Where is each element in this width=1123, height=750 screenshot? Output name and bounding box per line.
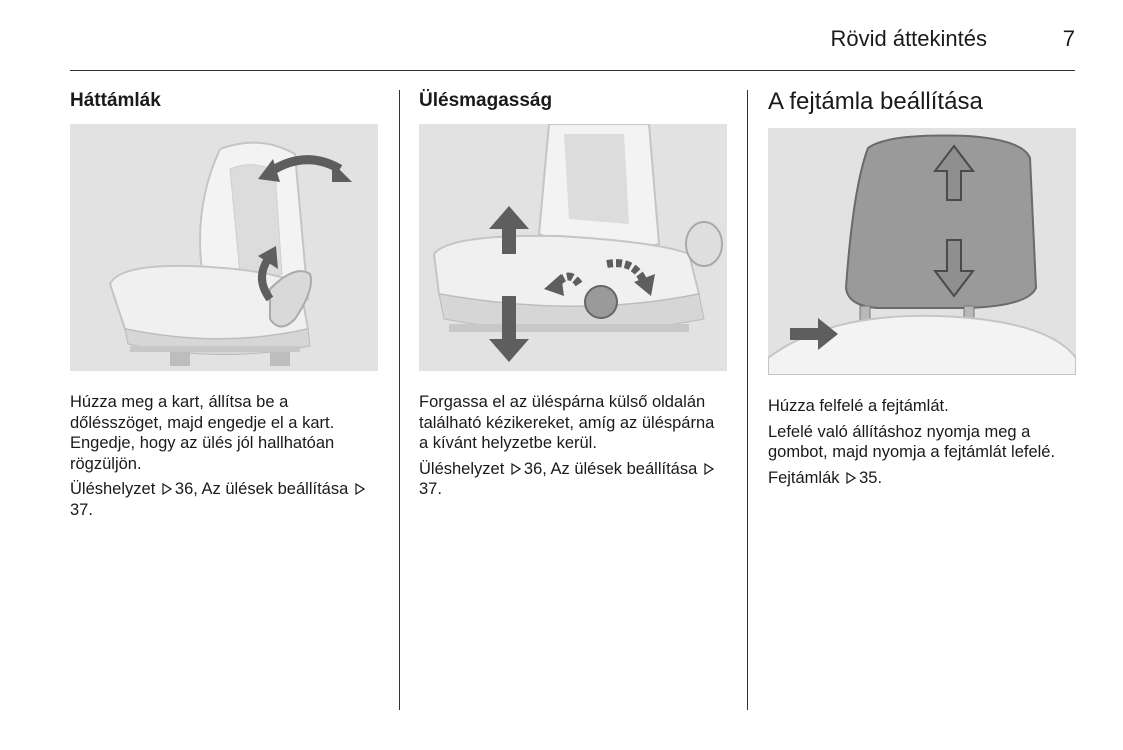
instruction-text: Forgassa el az üléspárna külső oldalán található kézikereket, amíg az üléspárna a kívánt helyzetbe kerül. [419, 393, 715, 452]
column-headrest [768, 88, 1076, 493]
reference-arrow-icon [704, 463, 714, 475]
reference-arrow-icon [511, 463, 521, 475]
headrest-illustration [768, 128, 1076, 375]
seat-height-illustration [419, 124, 727, 371]
column-seat-height [419, 88, 727, 505]
header-divider [70, 70, 1075, 71]
reference-arrow-icon [355, 483, 365, 495]
column-backrest [70, 88, 378, 525]
column-divider [399, 90, 400, 710]
curved-double-arrow-icon [258, 159, 352, 182]
instruction-text: Lefelé való állításhoz nyomja meg a gombot, majd nyomja a fejtámlát lefelé. [768, 422, 1056, 461]
section-title: Rövid áttekintés [830, 26, 987, 51]
section-heading: Ülésmagasság [419, 90, 553, 111]
backrest-illustration [70, 124, 378, 371]
cross-reference: Üléshelyzet 36, Az ülések beállítása 37. [70, 479, 378, 520]
instruction-text: Húzza felfelé a fejtámlát. [768, 397, 949, 415]
section-heading: Háttámlák [70, 90, 161, 111]
cross-reference: Fejtámlák 35. [768, 468, 883, 487]
reference-arrow-icon [846, 472, 856, 484]
reference-arrow-icon [162, 483, 172, 495]
page-header [0, 24, 1075, 54]
instruction-text: Húzza meg a kart, állítsa be a dőlésszöget, majd engedje el a kart. Engedje, hogy az ülés jól hallhatóan rögzüljön. [70, 393, 335, 473]
page-number: 7 [1062, 26, 1075, 51]
cross-reference: Üléshelyzet 36, Az ülések beállítása 37. [419, 459, 727, 500]
column-divider [747, 90, 748, 710]
section-heading: A fejtámla beállítása [768, 88, 983, 115]
